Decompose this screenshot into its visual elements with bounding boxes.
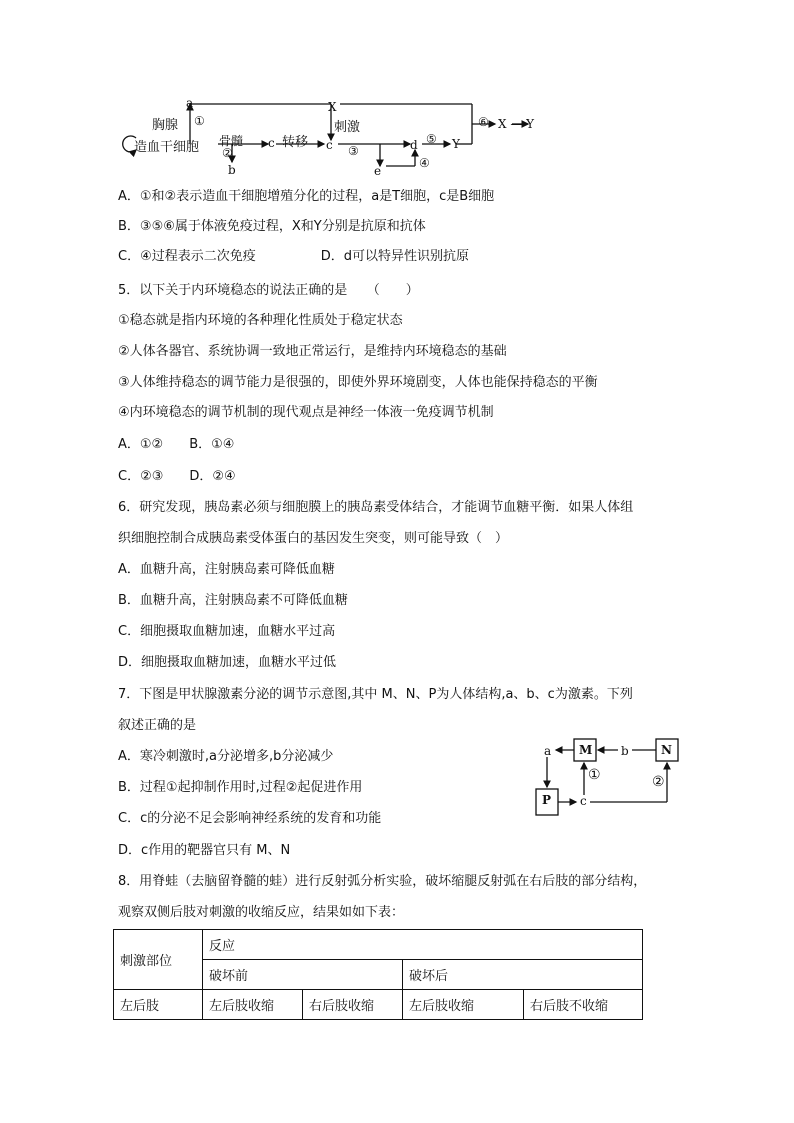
q5-stem: 5．以下关于内环境稳态的说法正确的是 （ ） (118, 283, 419, 298)
q7-stem-line1: 7．下图是甲状腺激素分泌的调节示意图,其中 M、N、P为人体结构,a、b、c为激素。下列 (118, 687, 633, 702)
diagram-label-5: ⑤ (426, 132, 437, 146)
table-row (114, 990, 643, 1020)
diagram-label-1: ① (194, 114, 205, 128)
q7-option-b: B．过程①起抑制作用时,过程②起促进作用 (118, 780, 363, 795)
diagram-label-e: e (374, 164, 382, 178)
table-cell: 左后肢 (114, 990, 203, 1020)
q7-diagram-a: a (544, 744, 552, 758)
q7-diagram-M: M (579, 743, 593, 757)
q7-stem-line2: 叙述正确的是 (118, 718, 197, 733)
q6-option-d: D．细胞摄取血糖加速，血糖水平过低 (118, 655, 337, 670)
q7-option-d: D．c作用的靶器官只有 M、N (118, 843, 291, 858)
q7-diagram-N: N (661, 743, 672, 757)
q6-option-b: B．血糖升高，注射胰岛素不可降低血糖 (118, 593, 348, 608)
table-header-site: 刺激部位 (114, 930, 203, 990)
q7-diagram-1: ① (588, 767, 601, 783)
q5-item-2: ②人体各器官、系统协调一致地正常运行，是维持内环境稳态的基础 (118, 344, 507, 359)
q4-option-b: B．③⑤⑥属于体液免疫过程，X和Y分别是抗原和抗体 (118, 219, 426, 234)
q7-diagram-2: ② (652, 774, 665, 790)
q6-option-a: A．血糖升高，注射胰岛素可降低血糖 (118, 562, 335, 577)
q6-stem-line1: 6．研究发现，胰岛素必须与细胞膜上的胰岛素受体结合，才能调节血糖平衡．如果人体组 (118, 500, 634, 515)
q8-stem-line1: 8．用脊蛙（去脑留脊髓的蛙）进行反射弧分析实验，破坏缩腿反射弧在右后肢的部分结构， (118, 874, 647, 889)
diagram-label-stem: 造血干细胞 (134, 140, 200, 155)
diagram-label-b: b (228, 163, 236, 177)
diagram-label-marrow: 骨髓 (219, 134, 244, 148)
diagram-label-stimulus: 刺激 (334, 120, 361, 135)
reflex-results-table (113, 929, 643, 1020)
q6-stem-line2: 织细胞控制合成胰岛素受体蛋白的基因发生突变，则可能导致（ ） (118, 531, 509, 546)
table-cell: 右后肢收缩 (303, 990, 403, 1020)
q6-option-c: C．细胞摄取血糖加速，血糖水平过高 (118, 624, 336, 639)
table-cell: 右后肢不收缩 (524, 990, 643, 1020)
q5-options-cd: C．②③ D．②④ (118, 469, 236, 484)
diagram-label-X-Y: X — Y (498, 117, 535, 131)
q7-diagram-P: P (542, 793, 552, 807)
table-header-reaction: 反应 (203, 930, 643, 960)
diagram-label-d: d (410, 138, 418, 152)
q4-option-a: A．①和②表示造血干细胞增殖分化的过程，a是T细胞，c是B细胞 (118, 189, 495, 204)
q7-diagram-b: b (621, 744, 629, 758)
diagram-label-thymus: 胸腺 (152, 118, 179, 133)
diagram-label-4: ④ (419, 156, 430, 170)
table-header-before: 破坏前 (203, 960, 403, 990)
q5-item-1: ①稳态就是指内环境的各种理化性质处于稳定状态 (118, 313, 403, 328)
table-cell: 左后肢收缩 (403, 990, 524, 1020)
diagram-label-2: ② (222, 146, 233, 160)
q7-option-c: C．c的分泌不足会影响神经系统的发育和功能 (118, 811, 382, 826)
diagram-label-6: ⑥ (478, 115, 489, 129)
q8-stem-line2: 观察双侧后肢对刺激的收缩反应，结果如如下表： (118, 905, 405, 920)
diagram-label-a: a (186, 96, 194, 110)
diagram-label-c2: c (326, 138, 333, 152)
diagram-label-transfer: 转移 (282, 135, 309, 150)
diagram-label-X: X (328, 100, 337, 114)
q5-item-4: ④内环境稳态的调节机制的现代观点是神经一体液一免疫调节机制 (118, 405, 494, 420)
diagram-label-c1: c (268, 136, 275, 150)
table-header-after: 破坏后 (403, 960, 643, 990)
q5-item-3: ③人体维持稳态的调节能力是很强的，即使外界环境剧变，人体也能保持稳态的平衡 (118, 375, 598, 390)
table-cell: 左后肢收缩 (203, 990, 303, 1020)
diagram-label-Y: Y (452, 137, 460, 151)
q5-options-ab: A．①② B．①④ (118, 437, 235, 452)
diagram-label-3: ③ (348, 144, 359, 158)
q4-option-cd: C．④过程表示二次免疫 D．d可以特异性识别抗原 (118, 249, 469, 264)
q7-option-a: A．寒冷刺激时,a分泌增多,b分泌减少 (118, 749, 334, 764)
q7-diagram-c: c (580, 794, 587, 808)
